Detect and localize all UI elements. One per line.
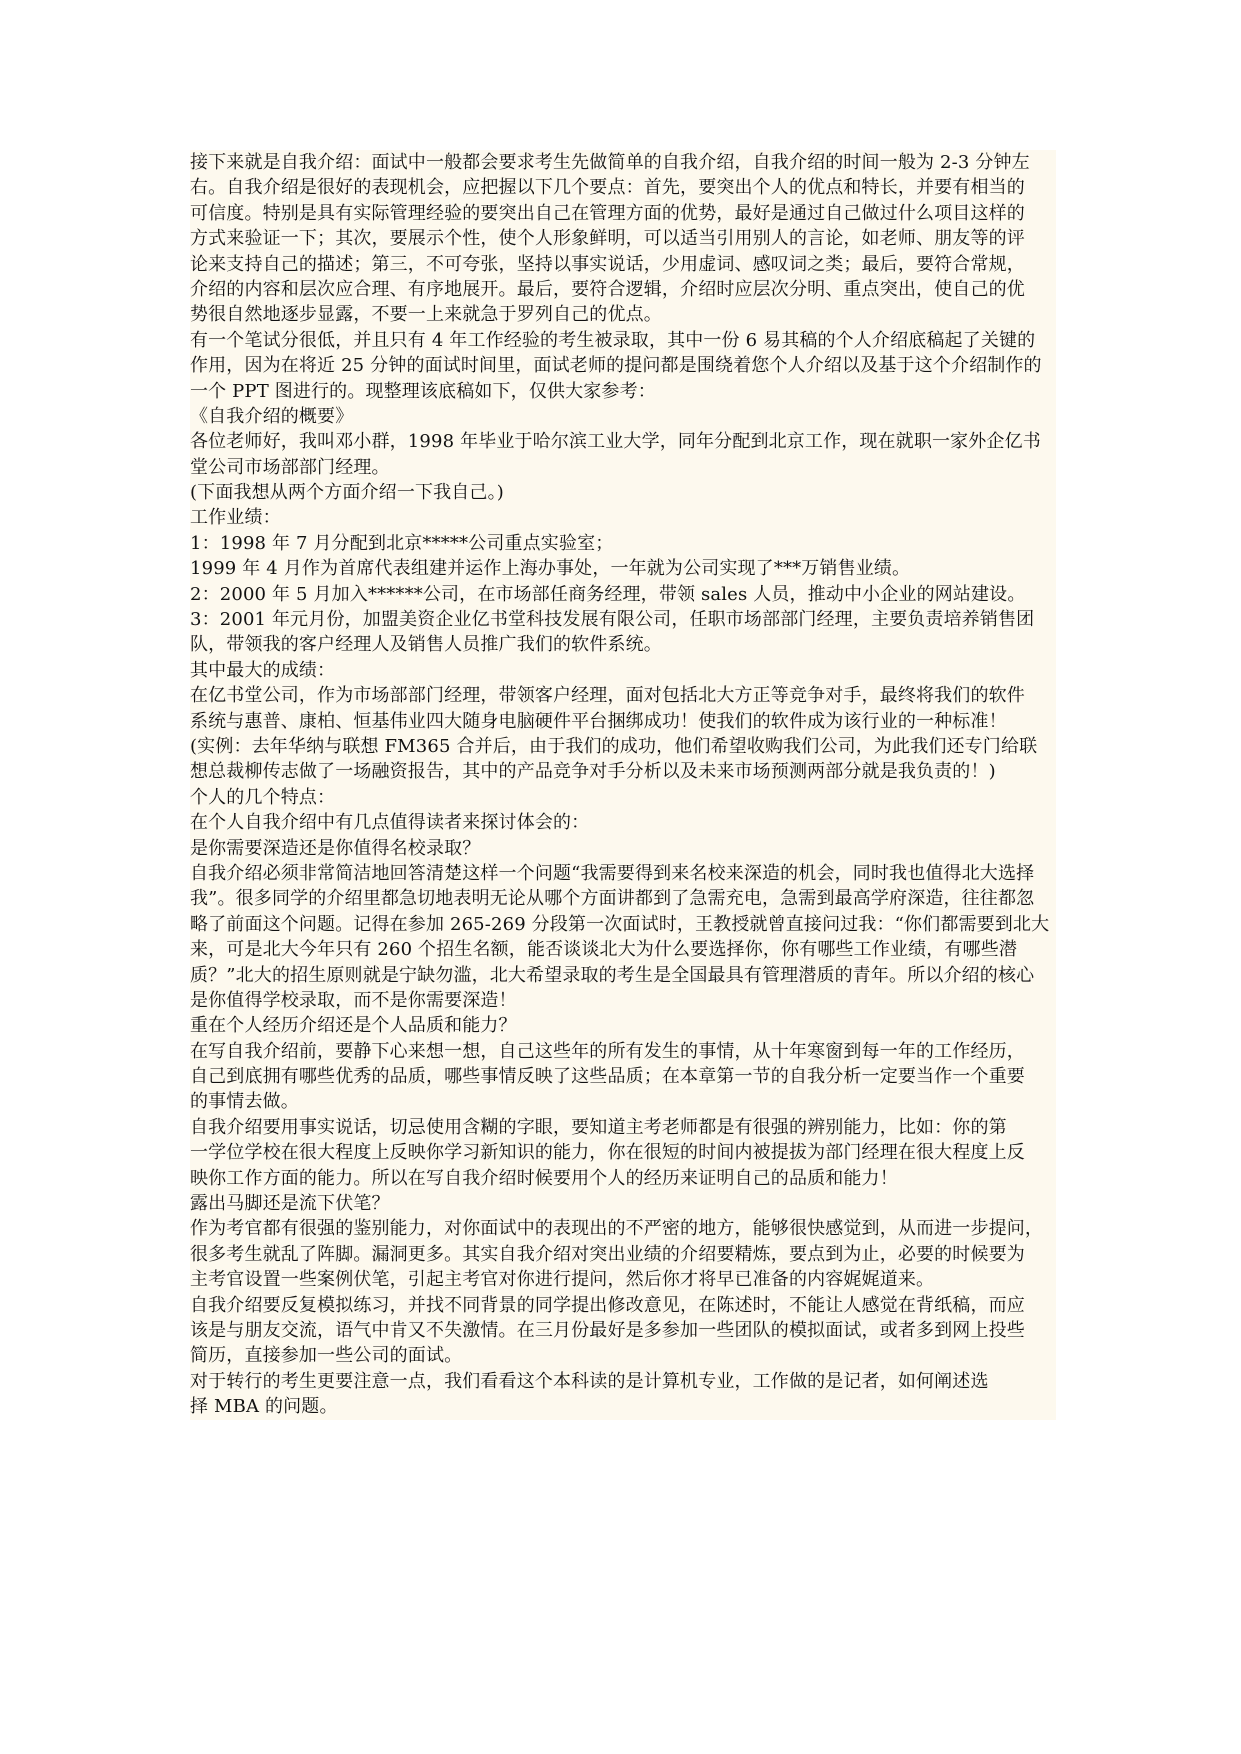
text-line: 工作业绩： [190, 507, 281, 529]
text-line: 系统与惠普、康柏、恒基伟业四大随身电脑硬件平台捆绑成功！使我们的软件成为该行业的一种标准！ [190, 710, 1007, 732]
text-line: 各位老师好，我叫邓小群，1998 年毕业于哈尔滨工业大学，同年分配到北京工作，现在就职一家外企亿书 [190, 431, 1041, 453]
text-line: 自我介绍要用事实说话，切忌使用含糊的字眼，要知道主考老师都是有很强的辨别能力，比如：你的第 [190, 1116, 1007, 1138]
text-line: 在写自我介绍前，要静下心来想一想，自己这些年的所有发生的事情，从十年寒窗到每一年的工作经历， [190, 1040, 1025, 1062]
text-line: 想总裁柳传志做了一场融资报告，其中的产品竞争对手分析以及未来市场预测两部分就是我负责的！) [190, 761, 996, 783]
text-line: 一个 PPT 图进行的。现整理该底稿如下，仅供大家参考： [190, 380, 656, 402]
text-line: 有一个笔试分很低，并且只有 4 年工作经验的考生被录取，其中一份 6 易其稿的个人介绍底稿起了关键的 [190, 329, 1036, 351]
text-line: 对于转行的考生更要注意一点，我们看看这个本科读的是计算机专业，工作做的是记者，如何阐述选 [190, 1370, 989, 1392]
text-line: 势很自然地逐步显露，不要一上来就急于罗列自己的优点。 [190, 304, 662, 326]
text-line: 1999 年 4 月作为首席代表组建并运作上海办事处，一年就为公司实现了***万销售业绩。 [190, 558, 911, 580]
text-line: 自我介绍要反复模拟练习，并找不同背景的同学提出修改意见，在陈述时，不能让人感觉在背纸稿，而应 [190, 1294, 1025, 1316]
text-line: 映你工作方面的能力。所以在写自我介绍时候要用个人的经历来证明自己的品质和能力！ [190, 1167, 898, 1189]
text-line: 方式来验证一下；其次，要展示个性，使个人形象鲜明，可以适当引用别人的言论，如老师、朋友等的评 [190, 228, 1025, 250]
text-line: 在亿书堂公司，作为市场部部门经理，带领客户经理，面对包括北大方正等竞争对手，最终将我们的软件 [190, 685, 1025, 707]
text-line: (下面我想从两个方面介绍一下我自己。) [190, 482, 504, 504]
text-line: 略了前面这个问题。记得在参加 265-269 分段第一次面试时，王教授就曾直接问过我：“你们都需要到北大 [190, 913, 1050, 935]
text-line: 论来支持自己的描述；第三，不可夸张，坚持以事实说话，少用虚词、感叹词之类；最后，要符合常规， [190, 253, 1025, 275]
text-line: 自己到底拥有哪些优秀的品质，哪些事情反映了这些品质；在本章第一节的自我分析一定要当作一个重要 [190, 1066, 1025, 1088]
text-line: 择 MBA 的问题。 [190, 1396, 338, 1418]
text-line: 来，可是北大今年只有 260 个招生名额，能否谈谈北大为什么要选择你，你有哪些工作业绩，有哪些潜 [190, 939, 1017, 961]
text-line: 2：2000 年 5 月加入******公司，在市场部任商务经理，带领 sales 人员，推动中小企业的网站建设。 [190, 583, 1026, 605]
text-line: 是你值得学校录取，而不是你需要深造！ [190, 989, 517, 1011]
text-line: (实例：去年华纳与联想 FM365 合并后，由于我们的成功，他们希望收购我们公司，为此我们还专门给联 [190, 735, 1038, 757]
text-line: 的事情去做。 [190, 1091, 299, 1113]
text-line: 该是与朋友交流，语气中肯又不失激情。在三月份最好是多参加一些团队的模拟面试，或者多到网上投些 [190, 1319, 1025, 1341]
text-line: 个人的几个特点： [190, 786, 336, 808]
text-line: 作用，因为在将近 25 分钟的面试时间里，面试老师的提问都是围绕着您个人介绍以及基于这个介绍制作的 [190, 355, 1042, 377]
text-line: 介绍的内容和层次应合理、有序地展开。最后，要符合逻辑，介绍时应层次分明、重点突出，使自己的优 [190, 278, 1025, 300]
text-line: 自我介绍必须非常简洁地回答清楚这样一个问题“我需要得到来名校来深造的机会，同时我也值得北大选择 [190, 862, 1035, 884]
text-line: 很多考生就乱了阵脚。漏洞更多。其实自我介绍对突出业绩的介绍要精炼，要点到为止，必要的时候要为 [190, 1243, 1025, 1265]
text-line: 主考官设置一些案例伏笔，引起主考官对你进行提问，然后你才将早已准备的内容娓娓道来。 [190, 1269, 935, 1291]
document-body [190, 150, 1056, 1420]
text-line: 重在个人经历介绍还是个人品质和能力？ [190, 1015, 517, 1037]
text-line: 右。自我介绍是很好的表现机会，应把握以下几个要点：首先，要突出个人的优点和特长，并要有相当的 [190, 177, 1025, 199]
text-line: 队，带领我的客户经理人及销售人员推广我们的软件系统。 [190, 634, 662, 656]
text-line: 1：1998 年 7 月分配到北京*****公司重点实验室； [190, 532, 614, 554]
text-line: 堂公司市场部部门经理。 [190, 456, 390, 478]
text-line: 一学位学校在很大程度上反映你学习新知识的能力，你在很短的时间内被提拔为部门经理在很大程度上反 [190, 1142, 1025, 1164]
text-line: 简历，直接参加一些公司的面试。 [190, 1345, 463, 1367]
text-line: 可信度。特别是具有实际管理经验的要突出自己在管理方面的优势，最好是通过自己做过什么项目这样的 [190, 202, 1025, 224]
text-line: 接下来就是自我介绍：面试中一般都会要求考生先做简单的自我介绍，自我介绍的时间一般为 2-3 分钟左 [190, 152, 1030, 173]
text-line: 《自我介绍的概要》 [190, 405, 354, 427]
text-line: 我”。很多同学的介绍里都急切地表明无论从哪个方面讲都到了急需充电，急需到最高学府深造，往往都忽 [190, 888, 1035, 910]
text-line: 作为考官都有很强的鉴别能力，对你面试中的表现出的不严密的地方，能够很快感觉到，从而进一步提问， [190, 1218, 1044, 1240]
text-line: 其中最大的成绩： [190, 659, 336, 681]
text-line: 3：2001 年元月份，加盟美资企业亿书堂科技发展有限公司，任职市场部部门经理，主要负责培养销售团 [190, 609, 1035, 631]
text-line: 质？”北大的招生原则就是宁缺勿滥，北大希望录取的考生是全国最具有管理潜质的青年。所以介绍的核心 [190, 964, 1035, 986]
text-line: 是你需要深造还是你值得名校录取？ [190, 837, 481, 859]
text-line: 露出马脚还是流下伏笔？ [190, 1193, 390, 1215]
text-line: 在个人自我介绍中有几点值得读者来探讨体会的： [190, 812, 590, 834]
